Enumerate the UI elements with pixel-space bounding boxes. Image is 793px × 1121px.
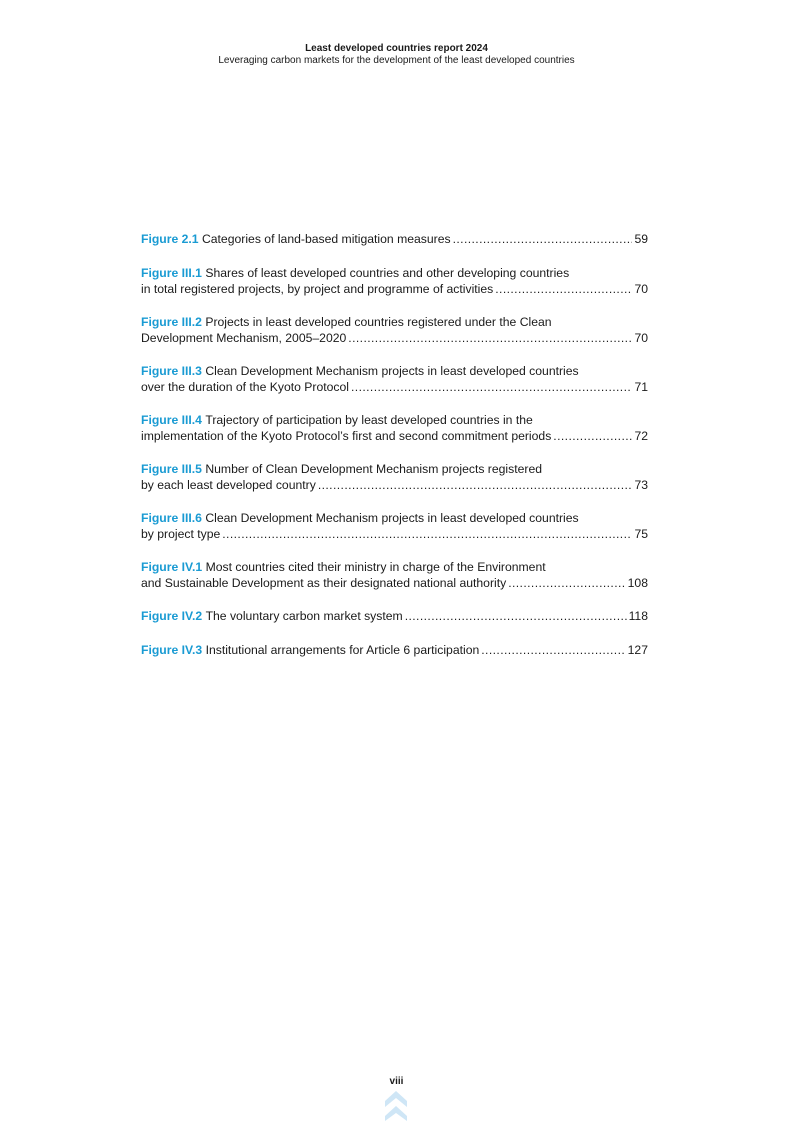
page-header bbox=[0, 43, 793, 67]
page-number[interactable]: 71 bbox=[634, 379, 648, 394]
figure-label[interactable]: Figure III.3 bbox=[141, 364, 202, 378]
figure-title-continued: by project type bbox=[141, 526, 221, 541]
figure-label[interactable]: Figure III.5 bbox=[141, 462, 202, 476]
figure-label[interactable]: Figure III.2 bbox=[141, 315, 202, 329]
figure-title: Trajectory of participation by least developed countries in the bbox=[205, 413, 533, 427]
figure-title: Projects in least developed countries registered under the Clean bbox=[205, 315, 552, 329]
figure-title: The voluntary carbon market system bbox=[205, 609, 403, 623]
figure-title-continued: implementation of the Kyoto Protocol’s first and second commitment periods bbox=[141, 428, 552, 443]
page-number[interactable]: 59 bbox=[634, 232, 648, 246]
dot-leader bbox=[318, 478, 633, 494]
dot-leader bbox=[453, 232, 633, 248]
figure-title: Categories of land-based mitigation measures bbox=[201, 232, 451, 246]
figure-label[interactable]: Figure IV.1 bbox=[141, 560, 203, 574]
figure-label[interactable]: Figure III.6 bbox=[141, 511, 202, 525]
dot-leader bbox=[553, 429, 632, 445]
page-number-footer: viii bbox=[389, 1076, 404, 1087]
page-number[interactable]: 118 bbox=[628, 609, 648, 623]
figure-title: Institutional arrangements for Article 6 participation bbox=[205, 643, 480, 657]
toc-entry-figure-iii-4[interactable] bbox=[141, 413, 648, 444]
toc-entry-figure-iii-3[interactable] bbox=[141, 364, 648, 395]
figure-label[interactable]: Figure III.4 bbox=[141, 413, 202, 427]
page-number[interactable]: 108 bbox=[627, 575, 648, 590]
figure-title-continued: Development Mechanism, 2005–2020 bbox=[141, 330, 347, 345]
toc-entry-figure-iii-6[interactable] bbox=[141, 511, 648, 542]
page-number[interactable]: 73 bbox=[634, 477, 648, 492]
figure-title-continued: and Sustainable Development as their designated national authority bbox=[141, 575, 507, 590]
toc-entry-figure-iii-2[interactable] bbox=[141, 315, 648, 346]
toc-entry-figure-2-1[interactable] bbox=[141, 232, 648, 248]
page-number[interactable]: 70 bbox=[634, 281, 648, 296]
toc-entry-figure-iii-1[interactable] bbox=[141, 266, 648, 297]
figure-title: Most countries cited their ministry in charge of the Environment bbox=[205, 560, 546, 574]
toc-entry-figure-iii-5[interactable] bbox=[141, 462, 648, 493]
figure-label[interactable]: Figure IV.3 bbox=[141, 643, 203, 657]
toc-entry-figure-iv-2[interactable] bbox=[141, 609, 648, 625]
figure-label[interactable]: Figure III.1 bbox=[141, 266, 202, 280]
dot-leader bbox=[222, 527, 632, 543]
chevron-lower bbox=[385, 1106, 407, 1121]
figure-title-continued: by each least developed country bbox=[141, 477, 316, 492]
dot-leader bbox=[351, 380, 632, 396]
figure-title: Clean Development Mechanism projects in least developed countries bbox=[205, 511, 579, 525]
dot-leader bbox=[508, 576, 625, 592]
report-title: Least developed countries report 2024 bbox=[305, 43, 488, 54]
figure-label[interactable]: Figure IV.2 bbox=[141, 609, 203, 623]
chevron-upper bbox=[385, 1091, 407, 1107]
list-of-figures bbox=[141, 232, 648, 677]
page-number[interactable]: 72 bbox=[634, 428, 648, 443]
dot-leader bbox=[495, 282, 632, 298]
page-number[interactable]: 75 bbox=[634, 526, 648, 541]
dot-leader bbox=[481, 643, 625, 659]
toc-entry-figure-iv-3[interactable] bbox=[141, 643, 648, 659]
double-chevron-up-icon[interactable] bbox=[384, 1090, 408, 1121]
figure-title-continued: in total registered projects, by project and programme of activities bbox=[141, 281, 494, 296]
figure-label[interactable]: Figure 2.1 bbox=[141, 232, 199, 246]
figure-title: Shares of least developed countries and other developing countries bbox=[205, 266, 570, 280]
page-number[interactable]: 127 bbox=[627, 643, 648, 657]
figure-title: Number of Clean Development Mechanism projects registered bbox=[205, 462, 543, 476]
dot-leader bbox=[405, 609, 627, 625]
report-subtitle: Leveraging carbon markets for the development of the least developed countries bbox=[218, 55, 575, 66]
figure-title-continued: over the duration of the Kyoto Protocol bbox=[141, 379, 349, 394]
page-number[interactable]: 70 bbox=[634, 330, 648, 345]
figure-title: Clean Development Mechanism projects in least developed countries bbox=[205, 364, 579, 378]
dot-leader bbox=[348, 331, 632, 347]
toc-entry-figure-iv-1[interactable] bbox=[141, 560, 648, 591]
